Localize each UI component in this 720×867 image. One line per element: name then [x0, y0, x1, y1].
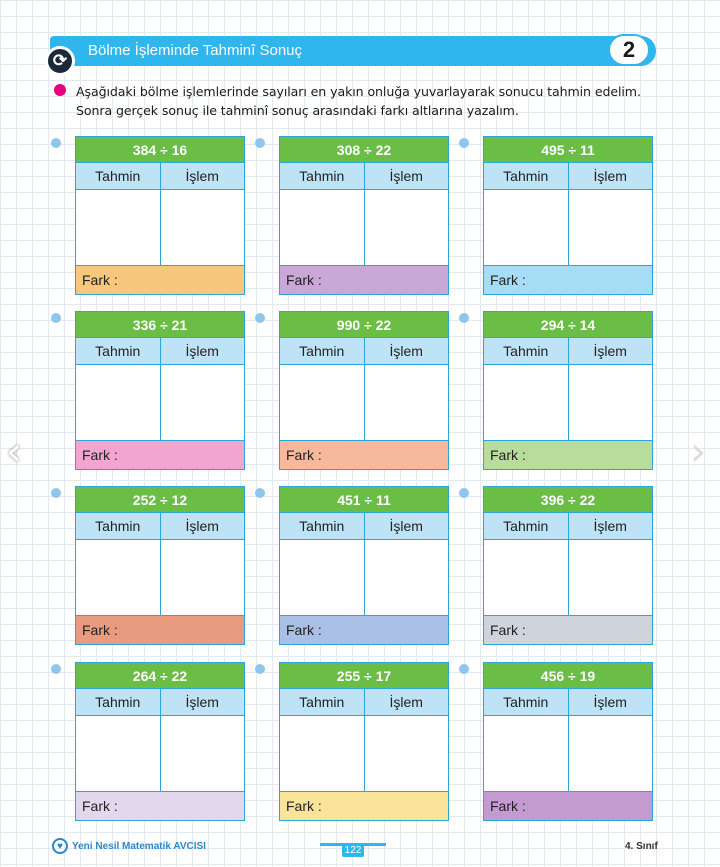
instructions [76, 82, 661, 120]
difference-field[interactable]: Fark : [280, 440, 448, 469]
difference-field[interactable]: Fark : [76, 440, 244, 469]
operation-answer-cell[interactable] [364, 365, 449, 440]
work-area [76, 190, 244, 265]
column-header-row [76, 337, 244, 365]
problem-expression: 495 ÷ 11 [484, 137, 652, 162]
estimate-column-label: Tahmin [299, 343, 345, 359]
column-header-row [484, 688, 652, 716]
work-area [76, 716, 244, 791]
operation-answer-cell[interactable] [160, 190, 245, 265]
problem-expression: 384 ÷ 16 [76, 137, 244, 162]
estimate-column-label: Tahmin [95, 168, 141, 184]
estimate-column-label: Tahmin [299, 694, 345, 710]
problem-card [483, 136, 653, 295]
problem-bullet-icon [459, 138, 469, 148]
problem-bullet-icon [459, 488, 469, 498]
problem-bullet-icon [51, 664, 61, 674]
operation-answer-cell[interactable] [160, 540, 245, 615]
operation-answer-cell[interactable] [568, 365, 653, 440]
footer-page-number: 122 [342, 843, 364, 857]
work-area [280, 365, 448, 440]
problem-card [483, 311, 653, 470]
problem-card [279, 662, 449, 821]
instruction-line-1: Aşağıdaki bölme işlemlerinde sayıları en yakın onluğa yuvarlayarak sonucu tahmin edelim. [76, 84, 641, 99]
work-area [484, 365, 652, 440]
operation-column-label: İşlem [568, 163, 653, 189]
estimate-answer-cell[interactable] [280, 716, 364, 791]
estimate-answer-cell[interactable] [484, 540, 568, 615]
problem-bullet-icon [255, 138, 265, 148]
problem-bullet-icon [255, 488, 265, 498]
operation-answer-cell[interactable] [364, 190, 449, 265]
section-title: Bölme İşleminde Tahminî Sonuç [88, 42, 302, 59]
problem-expression: 396 ÷ 22 [484, 487, 652, 512]
operation-column-label: İşlem [160, 163, 245, 189]
operation-column-label: İşlem [364, 338, 449, 364]
estimate-answer-cell[interactable] [76, 540, 160, 615]
estimate-answer-cell[interactable] [280, 365, 364, 440]
bullet-icon [54, 84, 66, 96]
estimate-answer-cell[interactable] [76, 716, 160, 791]
column-header-row [280, 337, 448, 365]
estimate-answer-cell[interactable] [484, 716, 568, 791]
work-area [484, 190, 652, 265]
estimate-column-label: Tahmin [95, 518, 141, 534]
column-header-row [76, 162, 244, 190]
footer-grade: 4. Sınıf [625, 841, 658, 852]
difference-field[interactable]: Fark : [484, 265, 652, 294]
operation-column-label: İşlem [568, 513, 653, 539]
problem-expression: 255 ÷ 17 [280, 663, 448, 688]
problem-expression: 308 ÷ 22 [280, 137, 448, 162]
problem-card [483, 486, 653, 645]
problem-bullet-icon [51, 138, 61, 148]
work-area [484, 716, 652, 791]
estimate-column-label: Tahmin [503, 518, 549, 534]
estimate-column-label: Tahmin [503, 343, 549, 359]
problem-bullet-icon [51, 488, 61, 498]
operation-column-label: İşlem [568, 338, 653, 364]
work-area [280, 716, 448, 791]
previous-page-icon[interactable]: ‹ [6, 429, 22, 475]
difference-field[interactable]: Fark : [484, 791, 652, 820]
estimate-column-label: Tahmin [299, 518, 345, 534]
estimate-answer-cell[interactable] [76, 190, 160, 265]
column-header-row [76, 512, 244, 540]
operation-answer-cell[interactable] [160, 716, 245, 791]
section-header [50, 36, 656, 66]
difference-field[interactable]: Fark : [280, 615, 448, 644]
column-header-row [280, 512, 448, 540]
estimate-column-label: Tahmin [95, 343, 141, 359]
difference-field[interactable]: Fark : [280, 791, 448, 820]
operation-answer-cell[interactable] [160, 365, 245, 440]
problem-expression: 451 ÷ 11 [280, 487, 448, 512]
refresh-icon: ⟳ [45, 46, 75, 76]
problem-card [279, 486, 449, 645]
brand-logo-icon: ♥ [52, 838, 68, 854]
estimate-answer-cell[interactable] [484, 365, 568, 440]
operation-column-label: İşlem [160, 689, 245, 715]
problem-expression: 990 ÷ 22 [280, 312, 448, 337]
problem-card [75, 136, 245, 295]
operation-column-label: İşlem [160, 513, 245, 539]
problem-expression: 294 ÷ 14 [484, 312, 652, 337]
problem-card [75, 311, 245, 470]
difference-field[interactable]: Fark : [76, 265, 244, 294]
problem-bullet-icon [459, 313, 469, 323]
operation-column-label: İşlem [364, 689, 449, 715]
estimate-column-label: Tahmin [95, 694, 141, 710]
operation-answer-cell[interactable] [568, 190, 653, 265]
problem-bullet-icon [459, 664, 469, 674]
column-header-row [280, 688, 448, 716]
estimate-column-label: Tahmin [503, 694, 549, 710]
difference-field[interactable]: Fark : [280, 265, 448, 294]
work-area [76, 540, 244, 615]
problem-expression: 456 ÷ 19 [484, 663, 652, 688]
problem-card [75, 662, 245, 821]
operation-column-label: İşlem [568, 689, 653, 715]
column-header-row [484, 337, 652, 365]
problem-card [75, 486, 245, 645]
work-area [76, 365, 244, 440]
problem-card [279, 136, 449, 295]
difference-field[interactable]: Fark : [484, 440, 652, 469]
column-header-row [280, 162, 448, 190]
column-header-row [484, 162, 652, 190]
instruction-line-2: Sonra gerçek sonuç ile tahminî sonuç arasındaki farkı altlarına yazalım. [76, 103, 519, 118]
problem-expression: 252 ÷ 12 [76, 487, 244, 512]
difference-field[interactable]: Fark : [76, 791, 244, 820]
problem-card [483, 662, 653, 821]
operation-column-label: İşlem [364, 163, 449, 189]
work-area [280, 190, 448, 265]
operation-answer-cell[interactable] [364, 540, 449, 615]
problem-card [279, 311, 449, 470]
operation-answer-cell[interactable] [568, 540, 653, 615]
estimate-answer-cell[interactable] [280, 540, 364, 615]
estimate-answer-cell[interactable] [76, 365, 160, 440]
estimate-column-label: Tahmin [503, 168, 549, 184]
footer-brand: Yeni Nesil Matematik AVCISI [72, 841, 206, 852]
problem-bullet-icon [255, 313, 265, 323]
estimate-answer-cell[interactable] [280, 190, 364, 265]
difference-field[interactable]: Fark : [76, 615, 244, 644]
estimate-column-label: Tahmin [299, 168, 345, 184]
problem-expression: 264 ÷ 22 [76, 663, 244, 688]
operation-answer-cell[interactable] [364, 716, 449, 791]
problem-bullet-icon [255, 664, 265, 674]
estimate-answer-cell[interactable] [484, 190, 568, 265]
problem-expression: 336 ÷ 21 [76, 312, 244, 337]
operation-column-label: İşlem [364, 513, 449, 539]
work-area [484, 540, 652, 615]
difference-field[interactable]: Fark : [484, 615, 652, 644]
section-number-badge: 2 [608, 34, 650, 66]
next-page-icon[interactable]: › [690, 429, 706, 475]
operation-answer-cell[interactable] [568, 716, 653, 791]
problem-bullet-icon [51, 313, 61, 323]
column-header-row [484, 512, 652, 540]
column-header-row [76, 688, 244, 716]
operation-column-label: İşlem [160, 338, 245, 364]
work-area [280, 540, 448, 615]
